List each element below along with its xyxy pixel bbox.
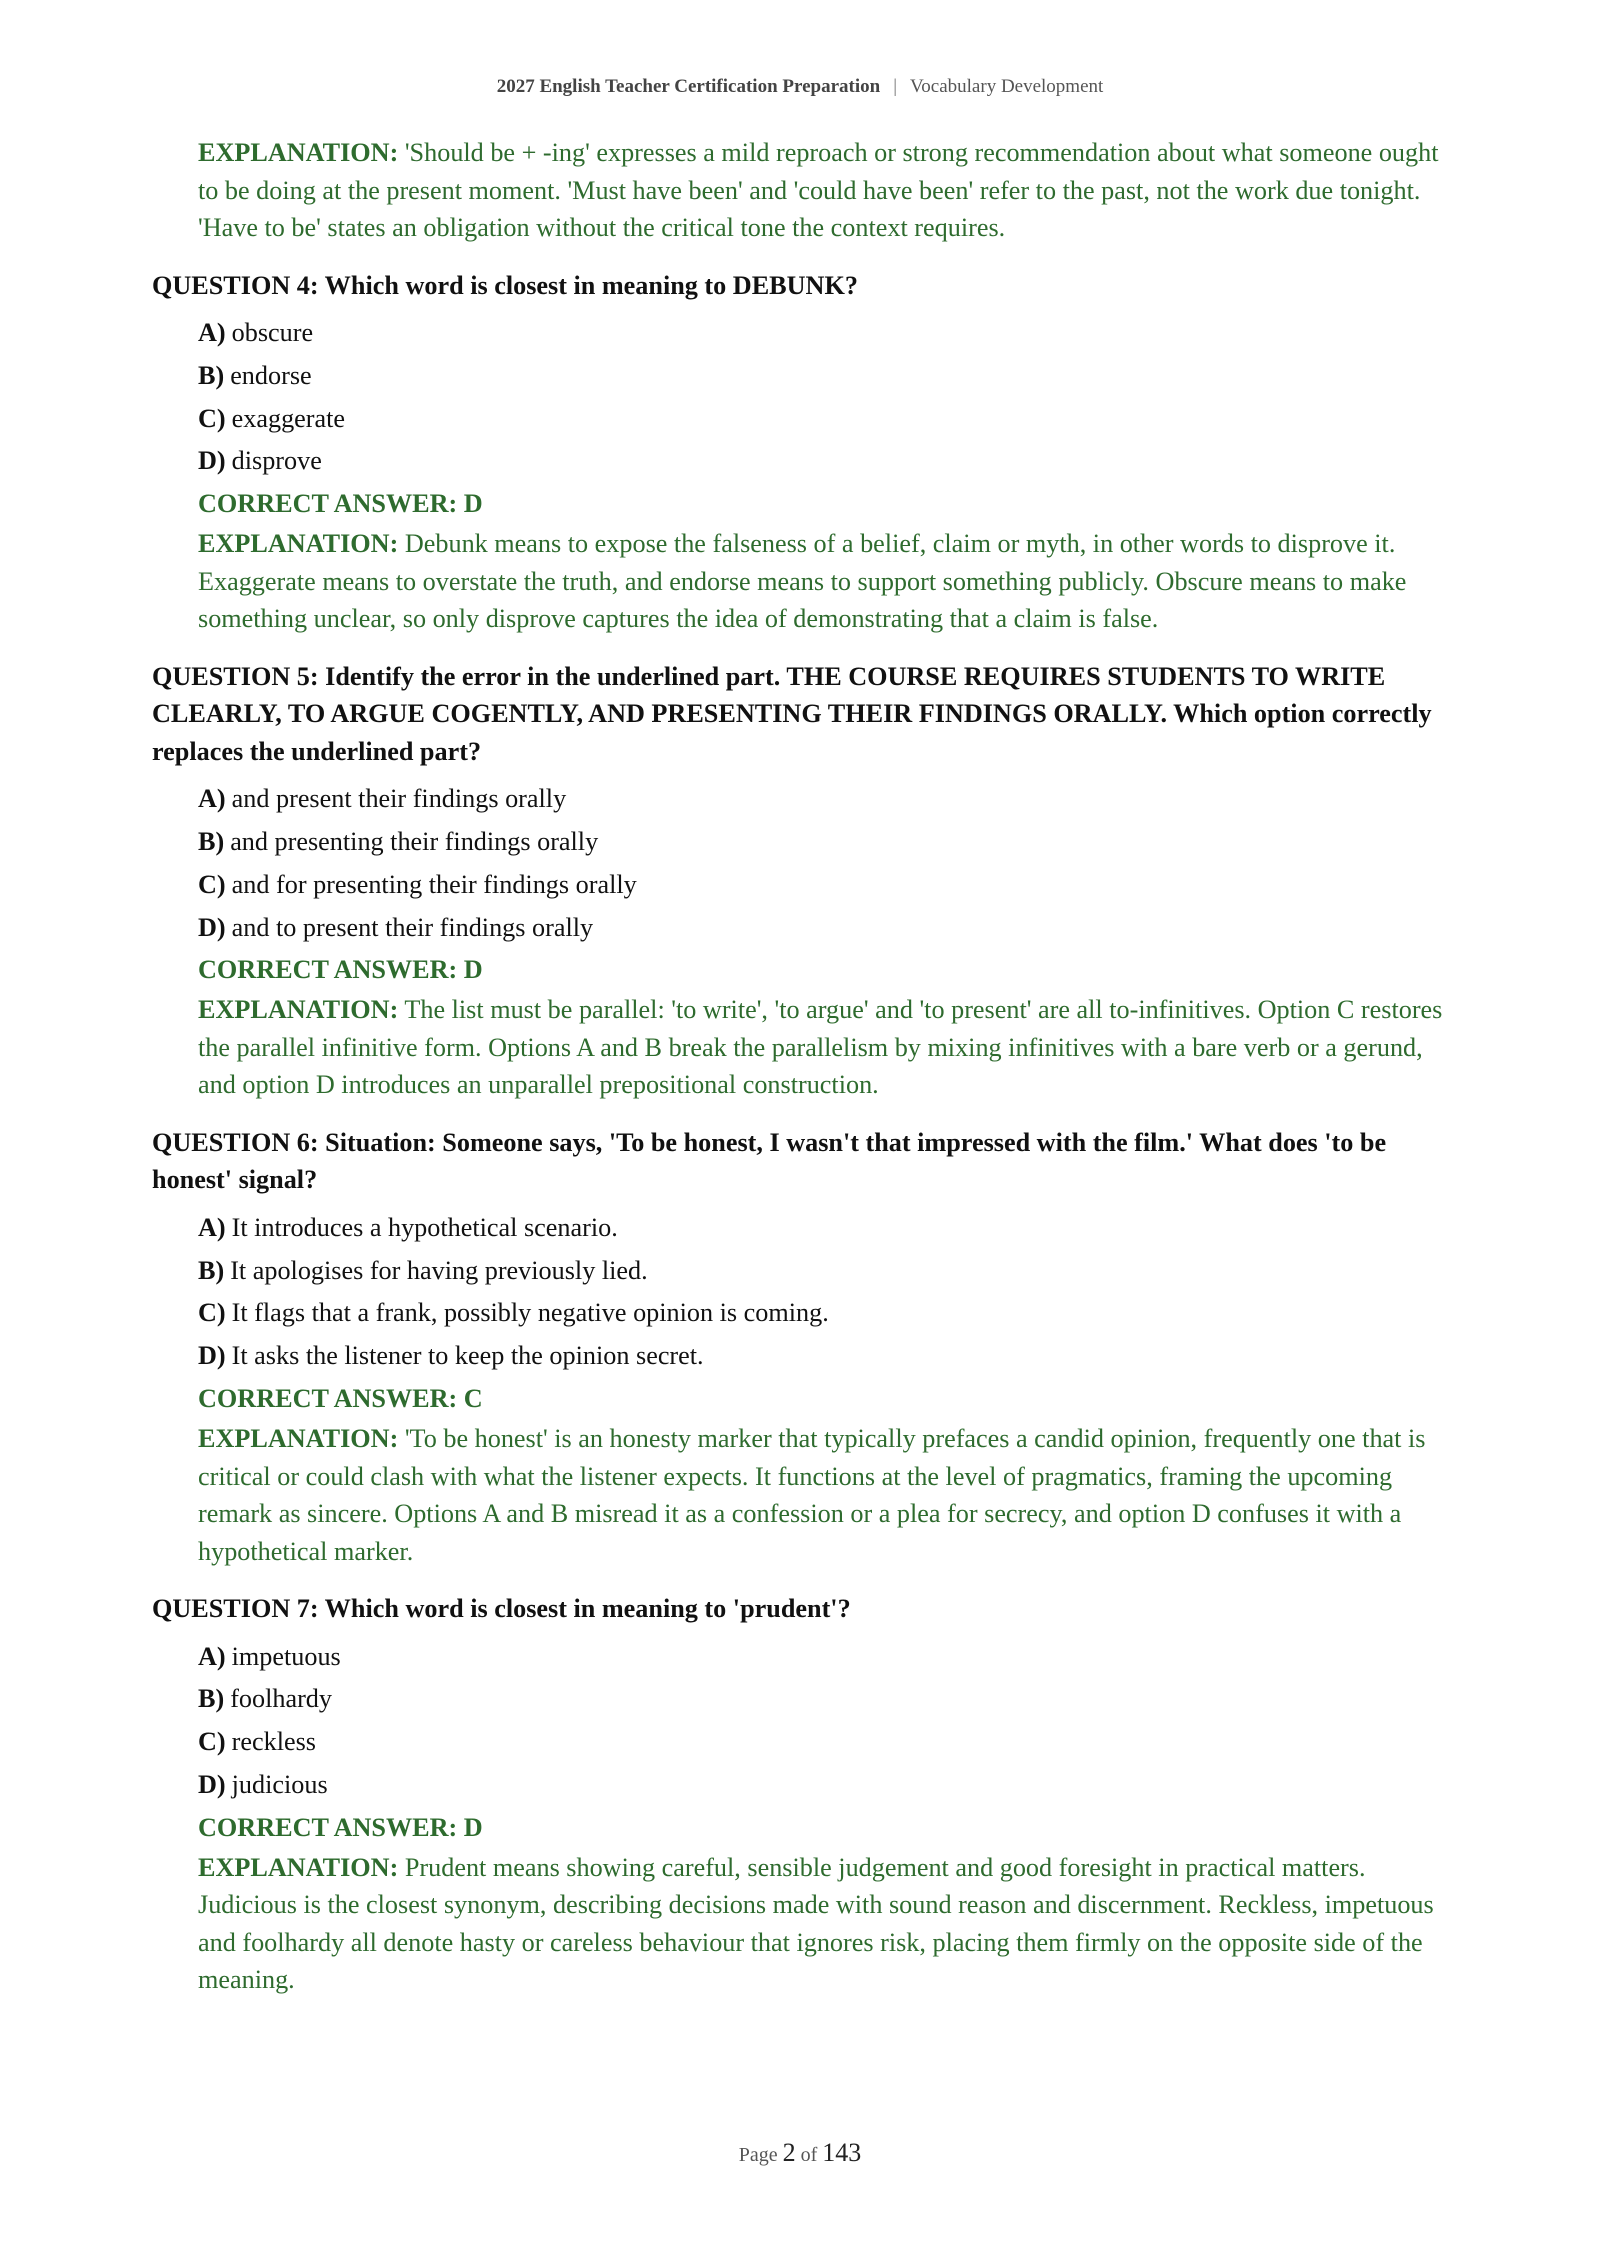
option-text: and to present their findings orally [231, 912, 594, 942]
option-text: It asks the listener to keep the opinion secret. [231, 1341, 704, 1371]
option-letter: D) [198, 1341, 226, 1371]
question-block [152, 267, 1452, 638]
option-c [198, 398, 1452, 441]
correct-answer: CORRECT ANSWER: D [198, 1812, 483, 1842]
option-letter: D) [198, 912, 226, 942]
option-text: It flags that a frank, possibly negative opinion is coming. [231, 1298, 829, 1328]
option-text: endorse [230, 360, 312, 390]
question-text: QUESTION 4: Which word is closest in meaning to DEBUNK? [152, 270, 858, 300]
correct-answer: CORRECT ANSWER: D [198, 955, 483, 985]
explanation [198, 991, 1452, 1104]
option-b [198, 355, 1452, 398]
of-label: of [800, 2144, 818, 2166]
explanation [198, 1849, 1452, 1999]
option-letter: A) [198, 318, 226, 347]
page-number: 2 [782, 2138, 796, 2167]
explanation-text: Debunk means to expose the falseness of a belief, claim or myth, in other words to disprove it. Exaggerate means to overstate the truth, and endorse means to support something publicly. Obscure means to make something unclear, so only disprove captures the idea of demonstrating that a claim is false. [198, 529, 1407, 634]
explanation-text: 'Should be + -ing' expresses a mild reproach or strong recommendation about what someone ought to be doing at the present moment. 'Must have been' and 'could have been' refer to the past, not the work due tonight. 'Have to be' states an obligation without the critical tone the context requires. [198, 138, 1439, 242]
explanation-label: EXPLANATION: [198, 529, 399, 559]
total-pages: 143 [822, 2138, 862, 2167]
page-label: Page [738, 2144, 778, 2166]
option-letter: B) [198, 360, 225, 390]
question-block [152, 658, 1452, 1104]
option-c [198, 1292, 1452, 1335]
option-a [198, 1207, 1452, 1250]
option-letter: B) [198, 826, 225, 856]
option-d [198, 907, 1452, 950]
page-content [152, 134, 1452, 1999]
option-text: and present their findings orally [231, 784, 567, 814]
explanation-label: EXPLANATION: [198, 1424, 399, 1454]
option-b [198, 821, 1452, 864]
option-letter: B) [198, 1255, 225, 1285]
explanation-label: EXPLANATION: [198, 995, 399, 1025]
explanation-text: Prudent means showing careful, sensible judgement and good foresight in practical matters. Judicious is the closest synonym, describing decisions made with sound reason and discernment. Reckless, impetuous and foolhardy all denote hasty or careless behaviour that ignores risk, placing them firmly on the opposite side of the meaning. [198, 1852, 1434, 1995]
option-a [198, 778, 1452, 821]
option-letter: C) [198, 403, 226, 433]
option-letter: C) [198, 1298, 226, 1328]
header-separator: | [893, 76, 898, 97]
option-text: disprove [231, 446, 322, 476]
option-a [198, 1636, 1452, 1679]
option-letter: C) [198, 1727, 226, 1757]
option-d [198, 1764, 1452, 1807]
option-a [198, 312, 1452, 355]
option-letter: D) [198, 1769, 226, 1799]
explanation-label: EXPLANATION: [198, 1852, 399, 1882]
explanation [198, 1420, 1452, 1570]
option-letter: A) [198, 1641, 226, 1671]
option-list [198, 312, 1452, 483]
option-text: and presenting their findings orally [230, 826, 599, 856]
header-section: Vocabulary Development [910, 76, 1104, 97]
option-text: impetuous [231, 1641, 341, 1671]
page-footer [0, 2138, 1600, 2168]
question-block [152, 1590, 1452, 1999]
option-letter: A) [198, 1212, 226, 1242]
option-list [198, 778, 1452, 949]
option-text: judicious [231, 1769, 328, 1799]
explanation-text: 'To be honest' is an honesty marker that typically prefaces a candid opinion, frequently one that is critical or could clash with what the listener expects. It functions at the level of pragmatics, framing the upcoming remark as sincere. Options A and B misread it as a confession or a plea for secrecy, and option D confuses it with a hypothetical marker. [198, 1424, 1426, 1566]
header-title: 2027 English Teacher Certification Preparation [496, 76, 881, 97]
correct-answer: CORRECT ANSWER: D [198, 489, 483, 519]
option-text: It introduces a hypothetical scenario. [231, 1212, 618, 1242]
question-text: QUESTION 5: Identify the error in the underlined part. THE COURSE REQUIRES STUDENTS TO WRITE CLEARLY, TO ARGUE COGENTLY, AND PRESENTING THEIR FINDINGS ORALLY. Which option correctly replaces the underlined part? [152, 661, 1432, 766]
running-header [0, 76, 1600, 98]
explanation [198, 525, 1452, 638]
option-b [198, 1250, 1452, 1293]
question-text: QUESTION 7: Which word is closest in meaning to 'prudent'? [152, 1594, 851, 1624]
option-text: obscure [231, 318, 314, 347]
option-list [198, 1636, 1452, 1807]
option-text: reckless [231, 1727, 316, 1757]
intro-explanation [198, 134, 1452, 247]
option-c [198, 864, 1452, 907]
correct-answer: CORRECT ANSWER: C [198, 1384, 483, 1414]
option-text: exaggerate [231, 403, 346, 433]
option-text: It apologises for having previously lied. [230, 1255, 648, 1285]
option-text: and for presenting their findings orally [231, 869, 637, 899]
option-list [198, 1207, 1452, 1378]
option-text: foolhardy [230, 1684, 332, 1714]
option-b [198, 1678, 1452, 1721]
option-d [198, 440, 1452, 483]
question-block [152, 1124, 1452, 1570]
explanation-label: EXPLANATION: [198, 138, 399, 167]
option-letter: D) [198, 446, 226, 476]
question-text: QUESTION 6: Situation: Someone says, 'To be honest, I wasn't that impressed with the film.' What does 'to be honest' signal? [152, 1127, 1387, 1195]
option-d [198, 1335, 1452, 1378]
option-letter: A) [198, 784, 226, 814]
option-c [198, 1721, 1452, 1764]
explanation-text: The list must be parallel: 'to write', 'to argue' and 'to present' are all to-infinitives. Option C restores the parallel infinitive form. Options A and B break the parallelism by mixing infinitives with a bare verb or a gerund, and option D introduces an unparallel prepositional construction. [198, 995, 1443, 1100]
option-letter: C) [198, 869, 226, 899]
option-letter: B) [198, 1684, 225, 1714]
